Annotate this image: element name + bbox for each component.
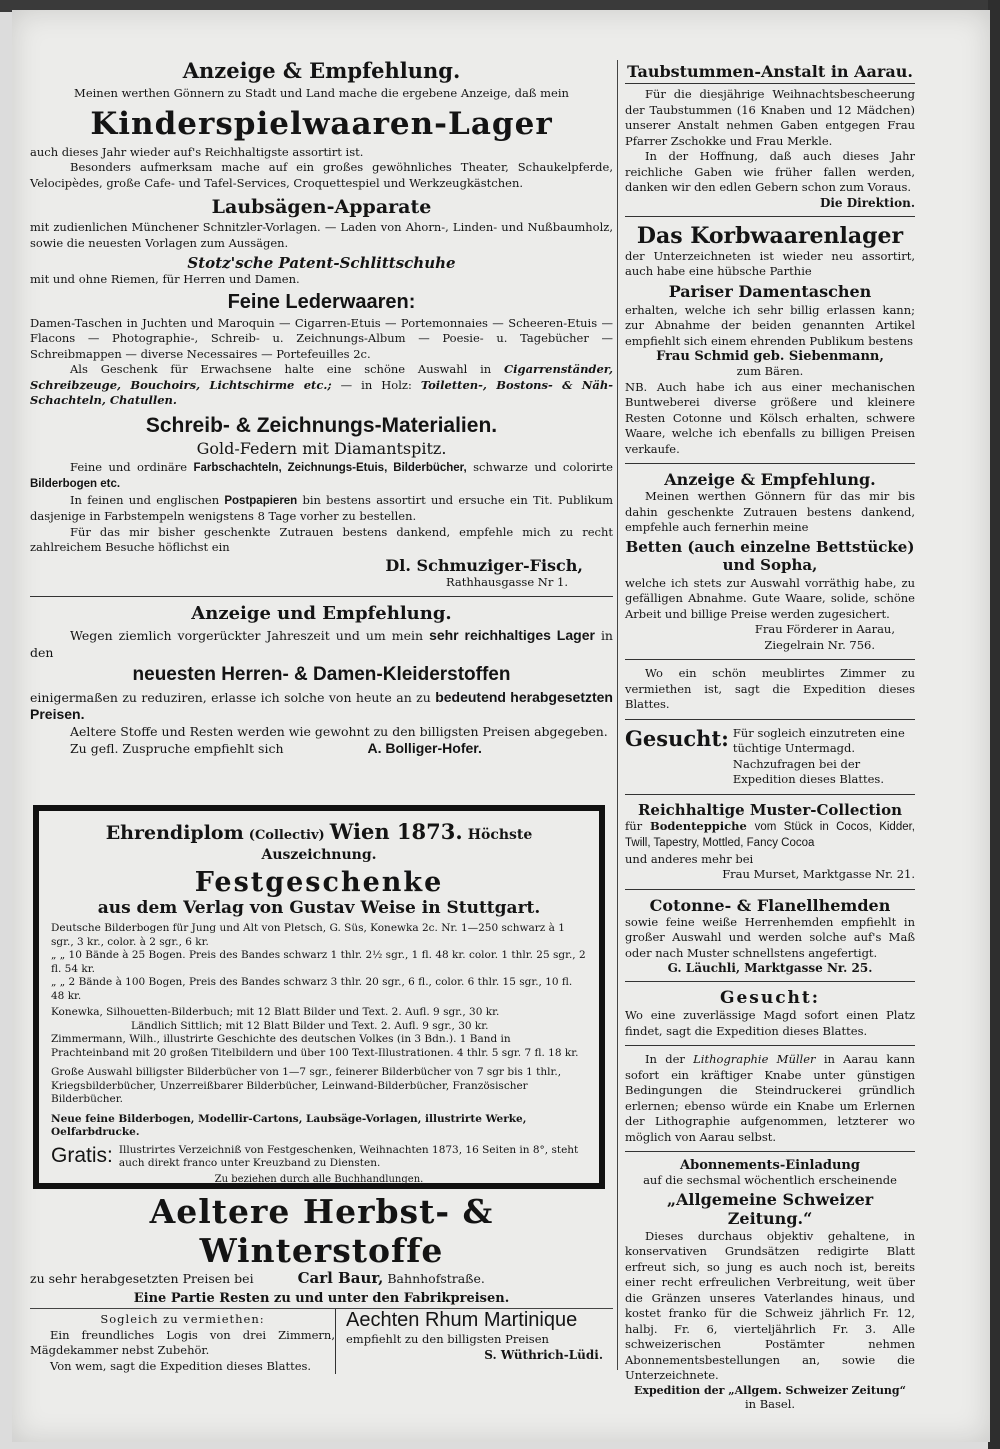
text-span: zu sehr herabgesetzten Preisen bei — [30, 1271, 254, 1286]
ad-paragraph: auf die sechsmal wöchentlich erscheinende — [643, 1173, 897, 1187]
ad-title: Das Korbwaarenlager — [636, 222, 904, 249]
ad-rum — [335, 1309, 613, 1374]
ad-paragraph: Für das mir bisher geschenkte Zutrauen bestens dankend, empfehle mich zu recht zahlreichem Besuche höflichst ein — [30, 524, 613, 554]
ad-subheading: Pariser Damentaschen — [668, 281, 872, 301]
right-column — [625, 62, 915, 1412]
text-span: Toiletten-, Bostons- & Näh-Schachteln, Chatullen. — [30, 377, 613, 407]
ad-paragraph: mit zudienlichen Münchener Schnitzler-Vorlagen. — Laden von Ahorn-, Linden- und Nußbaumholz, sowie die neuesten Vorlagen zum Aussägen. — [30, 220, 613, 250]
box-line: Ländlich Sittlich; mit 12 Blatt Bilder und Text. 2. Aufl. 9 sgr., 30 kr. — [131, 1019, 489, 1032]
ad-paragraph: Damen-Taschen in Juchten und Maroquin — Cigarren-Etuis — Portemonnaies — Scheeren-Etuis — Flacons — Photographie-, Schreib- u. Zeichnungs-Album — Poesie- u. Tagebücher — Schreibmappen — diverse Necessaires — Portefeuilles 2c. — [30, 315, 613, 361]
divider — [625, 1151, 915, 1152]
ad-title: Gesucht: — [719, 988, 821, 1008]
ad-paragraph: Für sogleich einzutreten eine tüchtige Untermagd. Nachzufragen bei der Expedition dieses Blattes. — [732, 725, 905, 786]
text-span: In feinen und englischen — [70, 492, 220, 507]
ad-paragraph: empfiehlt zu den billigsten Preisen — [346, 1332, 549, 1346]
text-span: in den — [30, 628, 613, 660]
text-span: (Collectiv) — [248, 828, 325, 843]
text-span: In der — [645, 1052, 685, 1066]
ad-subheading: Feine Lederwaaren: — [227, 290, 416, 313]
text-span: Bahnhofstraße. — [387, 1271, 485, 1286]
text-span: Ehrendiplom — [105, 822, 244, 844]
box-line: „ „ 10 Bände à 25 Bogen. Preis des Bandes schwarz 1 thlr. 2½ sgr., 1 fl. 48 kr. color. 1 thlr. 25 sgr., 2 fl. 54 kr. — [51, 949, 586, 975]
divider — [625, 719, 915, 720]
ad-paragraph: erhalten, welche ich sehr billig erlassen kann; zur Abnahme der beiden genannten Artikel empfiehlt sich einem ehrenden Publikum bestens — [625, 302, 915, 348]
divider — [625, 463, 915, 464]
box-line: „ „ 2 Bände à 100 Bogen, Preis des Bandes schwarz 3 thlr. 20 sgr., 6 fl., color. 6 thlr. 15 sgr., 10 fl. 48 kr. — [51, 976, 573, 1002]
column-separator — [617, 60, 618, 1370]
divider — [625, 659, 915, 660]
text-span: Höchste Auszeichnung. — [261, 827, 533, 863]
ad-title: Aechten Rhum Martinique — [346, 1309, 578, 1331]
ad-signature: A. Bolliger-Hofer. — [367, 740, 482, 756]
box-line: Deutsche Bilderbogen für Jung und Alt von Pletsch, G. Süs, Konewka 2c. Nr. 1—250 schwarz à 1 sgr., 3 kr., color. à 2 sgr., 6 kr. — [51, 922, 565, 948]
divider — [625, 794, 915, 795]
divider — [625, 216, 915, 217]
ad-title: Gesucht: — [625, 725, 729, 751]
text-span: Postpapieren — [224, 494, 298, 507]
lower-ads-row — [30, 1309, 613, 1374]
ad-paragraph: In der Hoffnung, daß auch dieses Jahr reichliche Gaben wie früher fallen werden, danken wir den edlen Gebern schon zum Voraus. — [625, 149, 915, 194]
ad-paragraph: Besonders aufmerksam mache auf ein großes gewöhnliches Theater, Schaukelpferde, Velocipèdes, große Cafe- und Tafel-Services, Croquettespiel und Werkzeugkästchen. — [30, 160, 613, 190]
divider — [625, 1045, 915, 1046]
ad-lithography — [625, 1052, 915, 1145]
ad-subheading: neuesten Herren- & Damen-Kleiderstoffen — [132, 664, 511, 685]
text-span: Bilderbogen etc. — [30, 478, 121, 490]
ad-carpets — [625, 801, 915, 883]
text-span: Lithographie Müller — [693, 1052, 816, 1066]
divider — [30, 596, 613, 597]
gratis-label: Gratis: — [51, 1143, 113, 1167]
ad-address: in Basel. — [744, 1396, 796, 1411]
ad-paragraph — [625, 819, 915, 852]
ad-paragraph: Für die diesjährige Weihnachtsbescheerung der Taubstummen (16 Knaben und 12 Mädchen) unserer Anstalt nehmen Gaben entgegen Frau Pfarrer Zschokke und Frau Merkle. — [625, 87, 915, 148]
text-span: in Aarau kann sofort ein kräftiger Knabe unter günstigen Bedingungen die Steindruckerei gründlich erlernen; ebenso würde ein Knabe um Erlernen der Lithographie aufgenommen, letzterer wo möglich von Aarau selbst. — [625, 1052, 916, 1144]
ad-title: Sogleich zu vermiethen: — [100, 1312, 265, 1326]
ad-signature: Frau Förderer in Aarau, — [754, 622, 895, 636]
ad-signature: Dl. Schmuziger-Fisch, — [385, 555, 583, 575]
box-top-line — [51, 819, 587, 863]
text-span: Feine und ordinäre — [70, 459, 188, 474]
text-span: Wien 1873. — [329, 819, 463, 844]
box-line: Zu beziehen durch alle Buchhandlungen. — [214, 1173, 424, 1185]
box-line: Neue feine Bilderbogen, Modellir-Cartons, Laubsäge-Vorlagen, illustrirte Werke, Oelfarbdrucke. — [51, 1112, 527, 1138]
box-line: Illustrirtes Verzeichniß von Festgeschenken, Weihnachten 1873, 16 Seiten in 8°, steht auch direkt franco unter Kreuzband zu Diensten. — [118, 1143, 579, 1169]
ad-paragraph — [30, 460, 613, 493]
ad-subheading: Laubsägen-Apparate — [211, 196, 432, 218]
gratis-row — [51, 1144, 587, 1171]
lower-left — [30, 1192, 613, 1374]
ad-title: Reichhaltige Muster-Collection — [637, 800, 903, 819]
ad-paragraph — [30, 1270, 613, 1287]
ad-basketware — [625, 223, 915, 458]
ad-paragraph: sowie feine weiße Herrenhemden empfiehlt in großer Auswahl und werden solche auf's Maß oder nach Muster schnellstens angefertigt. — [625, 914, 915, 960]
text-span: Wegen ziemlich vorgerückter Jahreszeit und um mein — [70, 628, 424, 643]
ad-paragraph: mit und ohne Riemen, für Herren und Damen. — [30, 272, 300, 286]
box-line: Zimmermann, Wilh., illustrirte Geschichte des deutschen Volkes (in 3 Bdn.). 1 Band in Prachteinband mit 20 großen Titelbildern und über 100 Text-Illustrationen. 4 thlr. 5 sgr. 7 fl. 18 kr. — [51, 1033, 579, 1059]
ad-title: Cotonne- & Flanellhemden — [649, 895, 891, 915]
ad-address: Ziegelrain Nr. 756. — [764, 637, 875, 652]
ad-signature: Frau Schmid geb. Siebenmann, — [656, 349, 884, 364]
ad-subheading: Betten (auch einzelne Bettstücke) und Sopha, — [625, 537, 915, 574]
ad-wanted-1 — [625, 726, 915, 788]
text-span: bedeutend herabgesetzten Preisen. — [30, 689, 613, 722]
ad-fabrics — [30, 603, 613, 757]
ad-paragraph: welche ich stets zur Auswahl vorräthig habe, zu gefälligen Abnahme. Gute Waare, solide, schöne Arbeit und billige Preise werden zugesichert. — [625, 575, 915, 621]
ad-paragraph: Meinen werthen Gönnern für das mir bis dahin geschenkte Zutrauen bestens dankend, empfehle auch fernerhin meine — [625, 489, 915, 534]
ad-subheading: Schreib- & Zeichnungs-Materialien. — [145, 413, 498, 437]
ad-paragraph: Aeltere Stoffe und Resten werden wie gewohnt zu den billigsten Preisen abgegeben. — [70, 724, 608, 739]
publisher-box — [33, 805, 605, 1189]
ad-paragraph: auch dieses Jahr wieder auf's Reichhaltigste assortirt ist. — [30, 144, 364, 159]
box-title: Festgeschenke — [194, 867, 444, 898]
ad-paragraph: Von wem, sagt die Expedition dieses Blattes. — [50, 1358, 312, 1373]
ad-address: zum Bären. — [736, 364, 804, 378]
ad-paragraph: Dieses durchaus objektiv gehaltene, in konservativen Grundsätzen redigirte Blatt erfreut sich, so jung es auch noch ist, bereits einer recht erfreulichen Verbreitung, weit über die Gränzen unseres Vaterlandes hinaus, und kostet franko für die Schweiz jährlich Fr. 12, halbj. Fr. 6, vierteljährlich Fr. 3. Alle schweizerischen Postämter nehmen Abonnementsbestellungen an, sowie die Unterzeichnete. — [625, 1228, 915, 1382]
ad-room: Wo ein schön meublirtes Zimmer zu vermiethen ist, sagt die Expedition dieses Blattes. — [625, 666, 915, 711]
ad-signature: Die Direktion. — [819, 195, 915, 210]
ad-paragraph: Wo eine zuverlässige Magd sofort einen Platz findet, sagt die Expedition dieses Blattes. — [625, 1008, 915, 1038]
text-span: Carl Baur, — [297, 1269, 384, 1287]
ad-deaf-institute — [625, 62, 915, 210]
text-span: Bodenteppiche — [649, 818, 747, 833]
ad-paragraph — [30, 493, 613, 525]
left-column — [30, 58, 613, 757]
ad-paragraph: NB. Auch habe ich aus einer mechanischen Buntweberei diverse größere und kleinere Resten Cotonne und Kölsch erhalten, schwere Waare, welche ich ebenfalls zu billigen Preisen verkaufe. — [625, 379, 915, 456]
text-span: — in Holz: — [340, 377, 412, 392]
ad-address: Rathhausgasse Nr 1. — [445, 574, 568, 589]
divider — [625, 981, 915, 982]
divider — [625, 83, 915, 84]
ad-toys — [30, 58, 613, 590]
text-span: für — [625, 818, 643, 833]
ad-wanted-2 — [625, 988, 915, 1039]
ad-signature: S. Wüthrich-Lüdi. — [484, 1347, 603, 1362]
text-span: Cigarrenständer, Schreibzeuge, Bouchoirs, Lichtschirme etc.; — [30, 362, 614, 392]
ad-beds — [625, 470, 915, 653]
ad-subscription — [625, 1158, 915, 1412]
text-span: vom Stück in Cocos, Kidder, Twill, Tapestry, Mottled, Fancy Cocoa — [625, 820, 916, 849]
box-line: Konewka, Silhouetten-Bilderbuch; mit 12 Blatt Bilder und Text. 2. Aufl. 9 sgr., 30 kr. — [51, 1006, 500, 1018]
ad-paragraph — [30, 689, 613, 723]
divider — [625, 889, 915, 890]
text-span: Als Geschenk für Erwachsene halte eine schöne Auswahl in — [70, 362, 492, 376]
ad-paragraph: der Unterzeichneten ist wieder neu assortirt, auch habe eine hübsche Parthie — [625, 248, 915, 278]
ad-shirts — [625, 896, 915, 976]
text-span: Zu gefl. Zuspruche empfiehlt sich — [70, 741, 284, 756]
ad-title: Aeltere Herbst- & Winterstoffe — [149, 1192, 494, 1270]
text-span: einigermaßen zu reduziren, erlasse ich solche von heute an zu — [30, 690, 431, 705]
ad-title: Abonnements-Einladung — [680, 1158, 860, 1173]
ad-title: Anzeige & Empfehlung. — [664, 470, 876, 489]
ad-paragraph — [30, 740, 613, 757]
ad-rent — [30, 1309, 335, 1374]
text-span: sehr reichhaltiges Lager — [429, 627, 595, 643]
ad-title: Anzeige & Empfehlung. — [182, 58, 461, 83]
ad-title: Anzeige und Empfehlung. — [191, 603, 452, 624]
ad-signature: G. Läuchli, Marktgasse Nr. 25. — [667, 961, 873, 975]
ad-signature: Frau Murset, Marktgasse Nr. 21. — [722, 867, 915, 881]
text-span: Farbschachteln, Zeichnungs-Etuis, Bilderbücher, — [193, 461, 467, 474]
ad-signature: Expedition der „Allgem. Schweizer Zeitung“ — [634, 1383, 906, 1397]
ad-paragraph: Ein freundliches Logis von drei Zimmern, Mägdekammer nebst Zubehör. — [30, 1327, 335, 1357]
ad-title: Taubstummen-Anstalt in Aarau. — [627, 62, 913, 81]
ad-paragraph — [30, 362, 613, 409]
ad-subheading: Stotz'sche Patent-Schlittschuhe — [187, 254, 456, 272]
ad-paragraph: und anderes mehr bei — [625, 851, 754, 866]
box-subtitle: aus dem Verlag von Gustav Weise in Stuttgart. — [97, 898, 541, 918]
text-span: schwarze und colorirte — [473, 459, 613, 474]
box-line: Große Auswahl billigster Bilderbücher von 1—7 sgr., feinerer Bilderbücher von 7 sgr bis 1 thlr., Kriegsbilderbücher, Unzerreißbarer Bilderbücher, Leinwand-Bilderbücher, Französischer Bilderbücher. — [51, 1066, 562, 1105]
text-span: bin bestens assortirt und ersuche ein Tit. Publikum dasjenige in Farbstempeln wenigstens 8 Tage vorher zu bestellen. — [30, 492, 614, 523]
ad-paragraph: Eine Partie Resten zu und unter den Fabrikpreisen. — [133, 1291, 510, 1306]
ad-paragraph — [30, 627, 613, 661]
ad-intro: Meinen werthen Gönnern zu Stadt und Land mache die ergebene Anzeige, daß mein — [74, 86, 569, 100]
ad-headline: Kinderspielwaaren-Lager — [90, 105, 553, 142]
ad-subheading: „Allgemeine Schweizer Zeitung.“ — [666, 1189, 874, 1228]
ad-subheading: Gold-Federn mit Diamantspitz. — [196, 438, 447, 458]
